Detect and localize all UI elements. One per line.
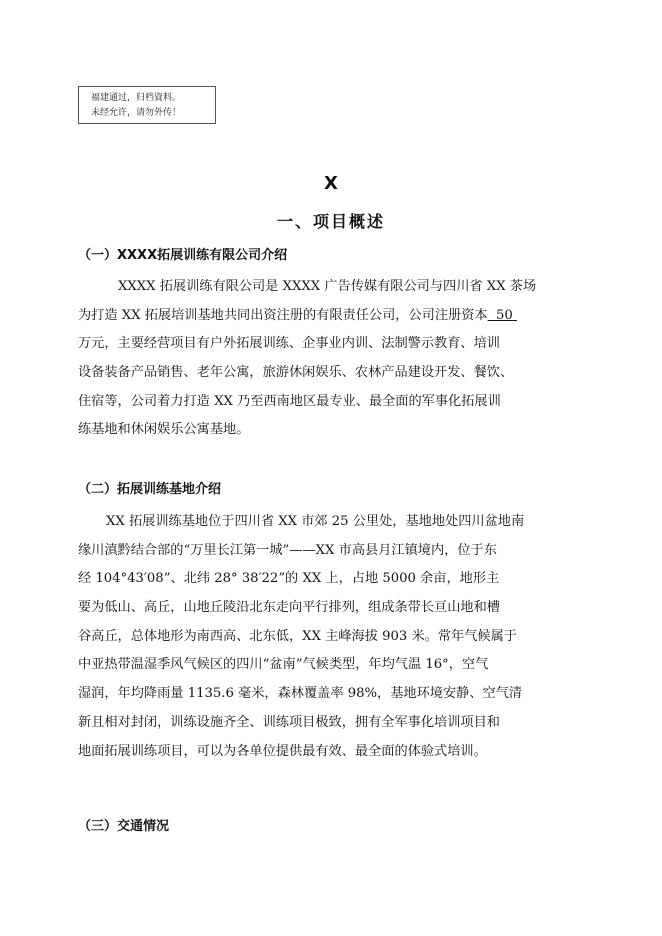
subsection-heading-2: （二）拓展训练基地介绍 bbox=[78, 482, 222, 497]
paragraph-line: 经 104°43′08”、北纬 28° 38′22”的 XX 上，占地 5000 余亩，地形主 bbox=[78, 571, 500, 587]
paragraph-line: 万元，主要经营项目有户外拓展训练、企事业内训、法制警示教育、培训 bbox=[78, 336, 500, 352]
paragraph-line: 中亚热带温湿季风气候区的四川“盆南”气候类型，年均气温 16°，空气 bbox=[78, 657, 489, 673]
subsection-heading-3: （三）交通情况 bbox=[78, 819, 170, 834]
paragraph-line: 地面拓展训练项目，可以为各单位提供最有效、最全面的体验式培训。 bbox=[78, 743, 487, 759]
base-intro-paragraph bbox=[78, 508, 588, 766]
paragraph-line: XX 拓展训练基地位于四川省 XX 市郊 25 公里处，基地地处四川盆地南 bbox=[106, 514, 525, 529]
paragraph-line: 新且相对封闭，训练设施齐全、训练项目极致，拥有全军事化培训项目和 bbox=[78, 714, 500, 730]
paragraph-line: 要为低山、高丘，山地丘陵沿北东走向平行排列，组成条带长亘山地和槽 bbox=[78, 600, 500, 616]
company-intro-paragraph bbox=[78, 273, 588, 445]
paragraph-line: 为打造 XX 拓展培训基地共同出资注册的有限责任公司，公司注册资本 50 bbox=[78, 302, 588, 331]
paragraph-line: 缘川滇黔结合部的“万里长江第一城”——XX 市高县月江镇境内，位于东 bbox=[78, 542, 497, 558]
confidential-stamp bbox=[78, 86, 216, 124]
paragraph-line: 练基地和休闲娱乐公寓基地。 bbox=[78, 422, 250, 438]
paragraph-line: 设备装备产品销售、老年公寓，旅游休闲娱乐、农林产品建设开发、餐饮、 bbox=[78, 365, 514, 381]
subsection-heading-1: （一）XXXX拓展训练有限公司介绍 bbox=[78, 248, 288, 263]
paragraph-line: XXXX 拓展训练有限公司是 XXXX 广告传媒有限公司与四川省 XX 茶场 bbox=[118, 279, 537, 294]
stamp-line-2: 未经允许，请勿外传！ bbox=[91, 108, 182, 118]
registered-capital: 50 bbox=[496, 307, 513, 323]
paragraph-line: 湿润，年均降雨量 1135.6 毫米，森林覆盖率 98%，基地环境安静、空气清 bbox=[78, 686, 523, 702]
stamp-line-1: 福建通过，归档資料。 bbox=[91, 93, 182, 103]
paragraph-line: 谷高丘，总体地形为南西高、北东低，XX 主峰海拔 903 米。常年气候属于 bbox=[78, 628, 517, 644]
document-title: X bbox=[324, 173, 338, 194]
section-title: 一、项目概述 bbox=[276, 212, 385, 231]
paragraph-line: 住宿等，公司着力打造 XX 乃至西南地区最专业、最全面的军事化拓展训 bbox=[78, 393, 501, 409]
